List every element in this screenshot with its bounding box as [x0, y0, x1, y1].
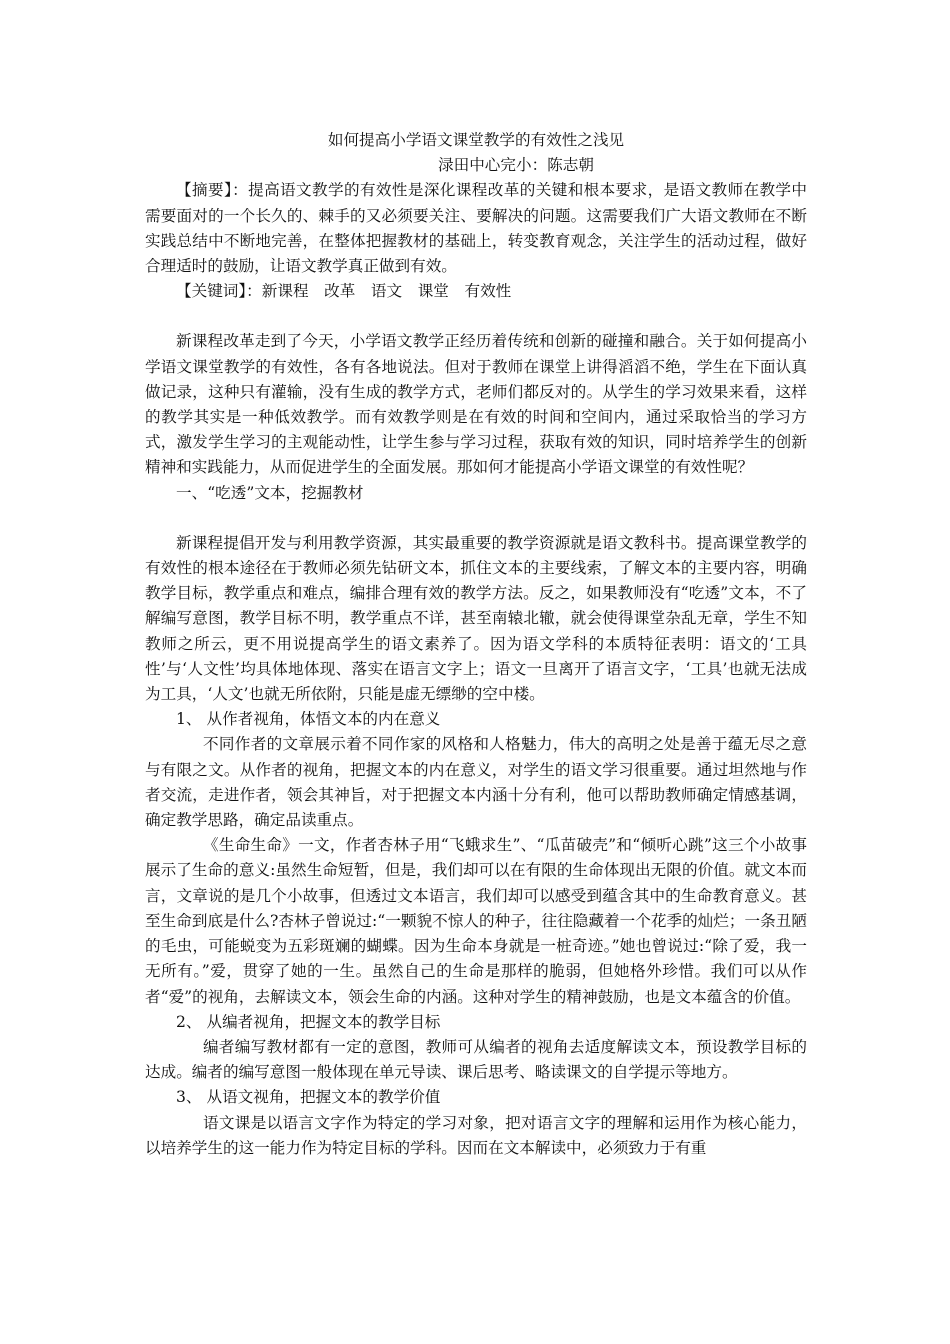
section-1-paragraph: 新课程提倡开发与利用教学资源，其实最重要的教学资源就是语文教科书。提高课堂教学的有效性的根本途径在于教师必须先钻研文本，抓住文本的主要线索，了解文本的主要内容，明确教学目标，教学重点和难点，编排合理有效的教学方法。反之，如果教师没有“吃透”文本，不了解编写意图，教学目标不明，教学重点不详，甚至南辕北辙，就会使得课堂杂乱无章，学生不知教师之所云，更不用说提高学生的语文素养了。因为语文学科的本质特征表明：语文的‘工具性’与‘人文性’均具体地体现、落实在语言文字上；语文一旦离开了语言文字，‘工具’也就无法成为工具，‘人文’也就无所依附，只能是虚无缥缈的空中楼。	[145, 533, 807, 704]
intro-paragraph: 新课程改革走到了今天，小学语文教学正经历着传统和创新的碰撞和融合。关于如何提高小学语文课堂教学的有效性，各有各地说法。但对于教师在课堂上讲得滔滔不绝，学生在下面认真做记录，这种只有灌输，没有生成的教学方式，老师们都反对的。从学生的学习效果来看，这样的教学其实是一种低效教学。而有效教学则是在有效的时间和空间内，通过采取恰当的学习方式，激发学生学习的主观能动性，让学生参与学习过程，获取有效的知识，同时培养学生的创新精神和实践能力，从而促进学生的全面发展。那如何才能提高小学语文课堂的有效性呢？	[145, 332, 807, 477]
subheading-3: 3、 从语文视角，把握文本的教学价值	[176, 1088, 441, 1107]
blank-line	[145, 506, 807, 531]
section-heading-1: 一、“吃透”文本，挖掘教材	[176, 483, 364, 502]
subsection-3-paragraph: 语文课是以语言文字作为特定的学习对象，把对语言文字的理解和运用作为核心能力，以培养学生的这一能力作为特定目标的学科。因而在文本解读中，必须致力于有重	[145, 1113, 807, 1157]
subheading-1: 1、 从作者视角，体悟文本的内在意义	[176, 710, 441, 729]
document-author: 渌田中心完小：陈志朝	[438, 156, 594, 175]
subsection-1-paragraph-2: 《生命生命》一文，作者杏林子用“飞蛾求生”、“瓜苗破壳”和“倾听心跳”这三个小故事展示了生命的意义:虽然生命短暂，但是，我们却可以在有限的生命体现出无限的价值。就文本而言，文章说的是几个小故事，但透过文本语言，我们却可以感受到蕴含其中的生命教育意义。甚至生命到底是什么?杏林子曾说过:“一颗貌不惊人的种子，往往隐藏着一个花季的灿烂；一条丑陋的毛虫，可能蜕变为五彩斑斓的蝴蝶。因为生命本身就是一桩奇迹。”她也曾说过:“除了爱，我一无所有。”爱，贯穿了她的一生。虽然自己的生命是那样的脆弱，但她格外珍惜。我们可以从作者“爱”的视角，去解读文本，领会生命的内涵。这种对学生的精神鼓励，也是文本蕴含的价值。	[145, 836, 807, 1006]
subsection-2-paragraph: 编者编写教材都有一定的意图，教师可从编者的视角去适度解读文本，预设教学目标的达成。编者的编写意图一般体现在单元导读、课后思考、略读课文的自学提示等地方。	[145, 1037, 807, 1082]
document-page	[145, 128, 807, 1161]
document-title: 如何提高小学语文课堂教学的有效性之浅见	[327, 131, 625, 149]
subheading-2: 2、 从编者视角，把握文本的教学目标	[176, 1012, 441, 1031]
blank-line	[145, 304, 807, 329]
subsection-1-paragraph-1: 不同作者的文章展示着不同作家的风格和人格魅力，伟大的高明之处是善于蕴无尽之意与有限之文。从作者的视角，把握文本的内在意义，对学生的语文学习很重要。通过坦然地与作者交流，走进作者，领会其神旨，对于把握文本内涵十分有利，他可以帮助教师确定情感基调，确定教学思路，确定品读重点。	[145, 735, 807, 830]
abstract-paragraph: 【摘要】：提高语文教学的有效性是深化课程改革的关键和根本要求，是语文教师在教学中需要面对的一个长久的、棘手的又必须要关注、要解决的问题。这需要我们广大语文教师在不断实践总结中不断地完善，在整体把握教材的基础上，转变教育观念，关注学生的活动过程，做好合理适时的鼓励，让语文教学真正做到有效。	[145, 181, 807, 276]
keywords-line: 【关键词】：新课程 改革 语文 课堂 有效性	[176, 282, 512, 301]
